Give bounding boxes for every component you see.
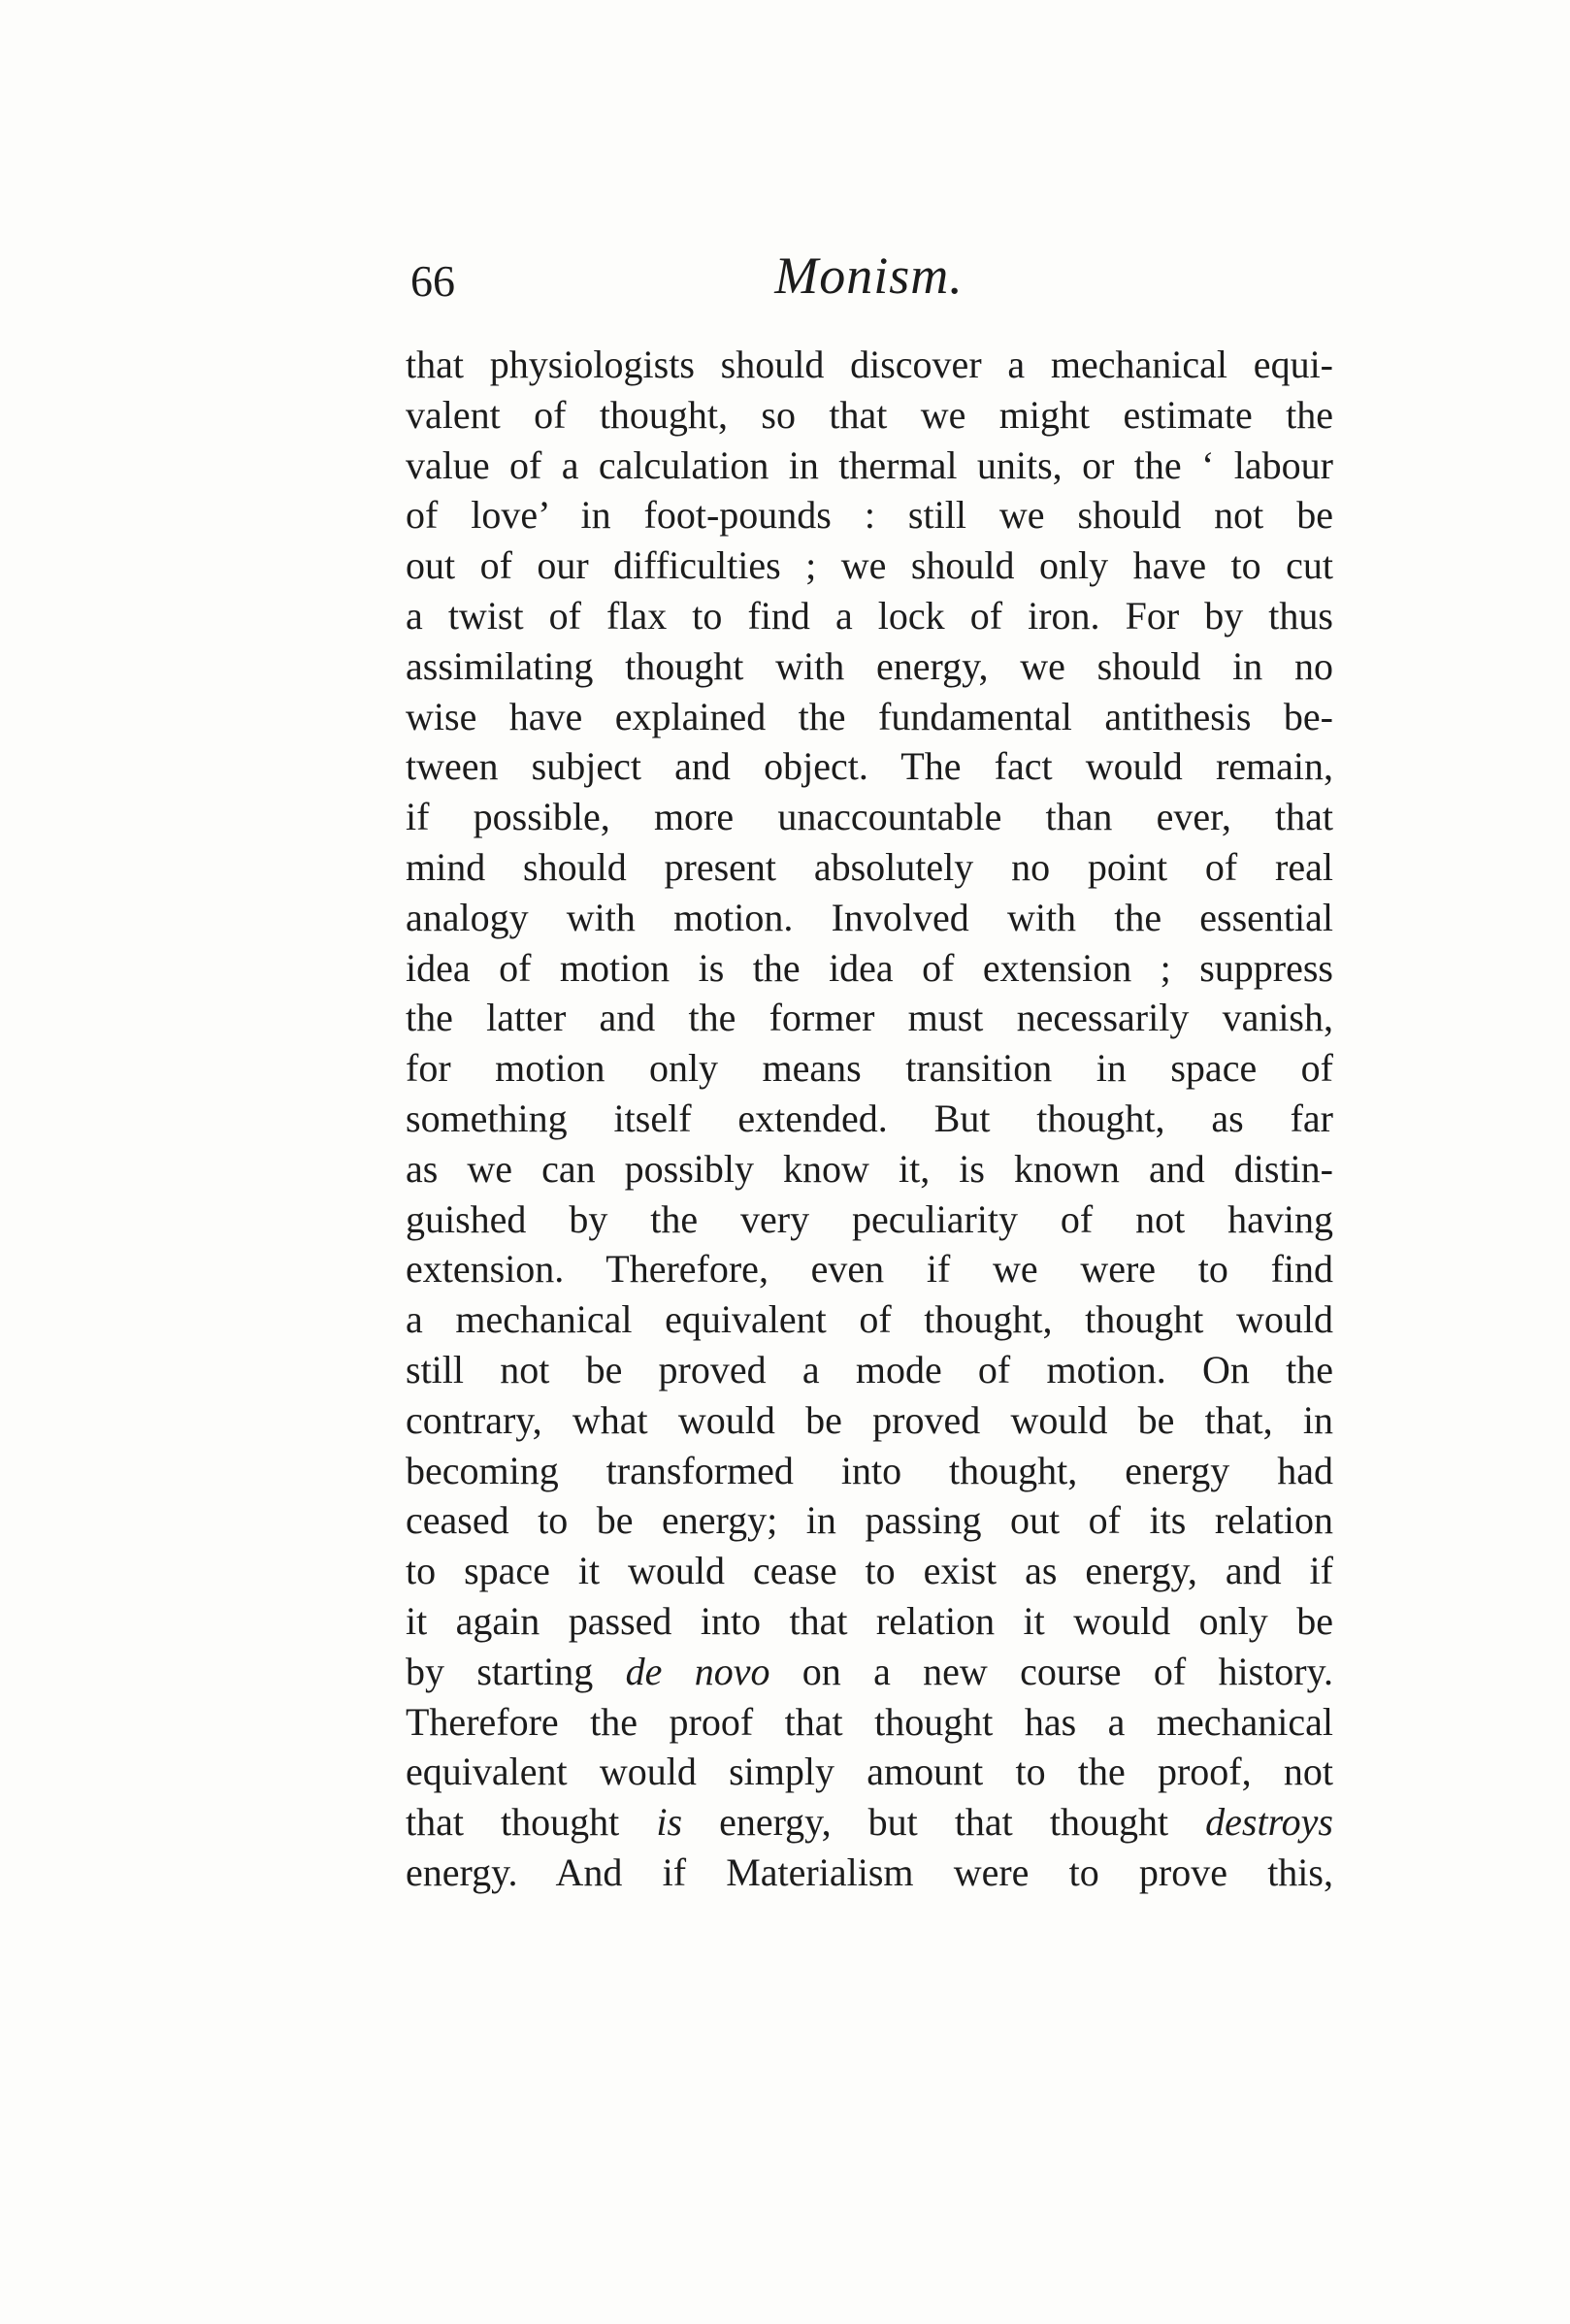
- text-line: energy. And if Materialism were to prove this,: [406, 1849, 1333, 1894]
- text-line: Therefore the proof that thought has a mechanical: [406, 1699, 1333, 1744]
- text-line: to space it would cease to exist as energy, and if: [406, 1549, 1333, 1593]
- text-line: tween subject and object. The fact would remain,: [406, 744, 1333, 789]
- running-title: Monism.: [774, 246, 964, 305]
- text-line: becoming transformed into thought, energy had: [406, 1448, 1333, 1492]
- text-line: equivalent would simply amount to the proof, not: [406, 1750, 1333, 1794]
- text-line: value of a calculation in thermal units, or the ‘ labour: [406, 442, 1333, 487]
- text-line: mind should present absolutely no point of real: [406, 844, 1333, 889]
- text-line: of love’ in foot-pounds : still we should not be: [406, 493, 1333, 538]
- text-line: contrary, what would be proved would be that, in: [406, 1397, 1333, 1442]
- page-number: 66: [410, 256, 455, 306]
- text-line: out of our difficulties ; we should only have to cut: [406, 543, 1333, 588]
- text-line: wise have explained the fundamental antithesis be-: [406, 694, 1333, 738]
- text-line: extension. Therefore, even if we were to find: [406, 1247, 1333, 1292]
- text-line: guished by the very peculiarity of not having: [406, 1196, 1333, 1241]
- text-line: ceased to be energy; in passing out of its relation: [406, 1498, 1333, 1543]
- text-line: by starting de novo on a new course of history.: [406, 1649, 1333, 1693]
- text-line: analogy with motion. Involved with the essential: [406, 895, 1333, 939]
- text-line: a mechanical equivalent of thought, thought would: [406, 1297, 1333, 1342]
- text-line: it again passed into that relation it would only be: [406, 1598, 1333, 1643]
- italic-phrase: de novo: [625, 1649, 770, 1693]
- text-line: that physiologists should discover a mechanical equi-: [406, 343, 1333, 386]
- italic-word: destroys: [1205, 1800, 1333, 1845]
- italic-word: is: [656, 1800, 683, 1845]
- text-line: something itself extended. But thought, as far: [406, 1096, 1333, 1140]
- text-line: as we can possibly know it, is known and distin-: [406, 1146, 1333, 1191]
- text-line: the latter and the former must necessarily vanish,: [406, 996, 1333, 1040]
- text-line: that thought is energy, but that thought destroys: [406, 1800, 1333, 1845]
- text-line: if possible, more unaccountable than ever, that: [406, 795, 1333, 839]
- text-line: valent of thought, so that we might estimate the: [406, 392, 1333, 437]
- running-head: [401, 245, 1337, 312]
- text-line: for motion only means transition in space of: [406, 1046, 1333, 1091]
- text-line: idea of motion is the idea of extension ; suppress: [406, 945, 1333, 990]
- text-line: assimilating thought with energy, we should in no: [406, 643, 1333, 688]
- body-text: [406, 340, 1333, 1898]
- text-line: still not be proved a mode of motion. On the: [406, 1347, 1333, 1391]
- text-line: a twist of flax to find a lock of iron. For by thus: [406, 593, 1333, 638]
